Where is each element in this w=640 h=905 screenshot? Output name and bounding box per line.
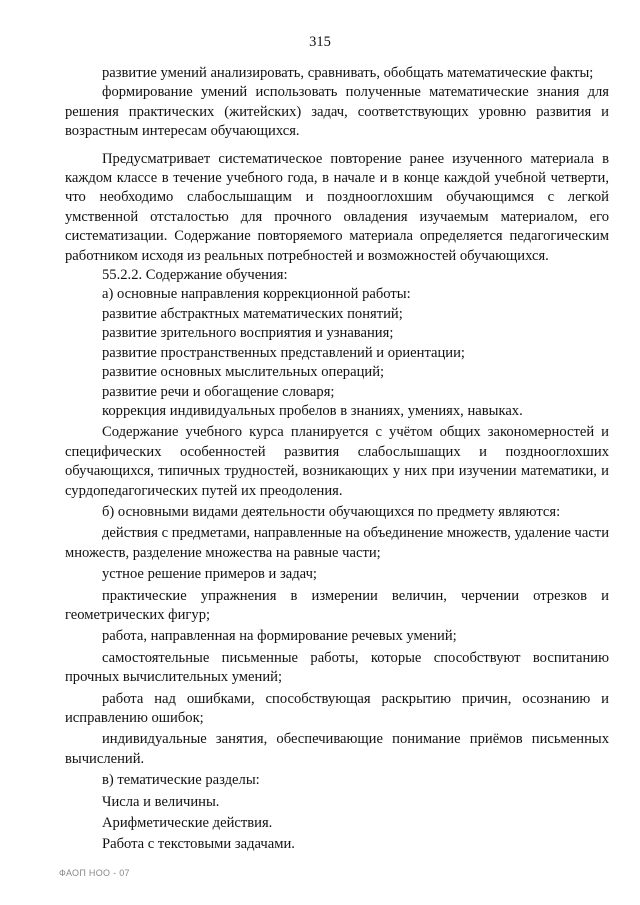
list-item: развитие пространственных представлений и ориентации; bbox=[102, 344, 465, 361]
list-heading: б) основными видами деятельности обучающихся по предмету являются: bbox=[102, 503, 561, 520]
list-item: Работа с текстовыми задачами. bbox=[102, 836, 295, 853]
page-number: 315 bbox=[309, 34, 331, 50]
list-heading: в) тематические разделы: bbox=[102, 772, 260, 789]
list-item: развитие речи и обогащение словаря; bbox=[102, 383, 335, 400]
list-item: работа, направленная на формирование речевых умений; bbox=[102, 628, 457, 645]
list-item: развитие абстрактных математических понятий; bbox=[102, 305, 403, 322]
list-item: действия с предметами, направленные на объединение множеств, удаление части множеств, разделение множества на равные части; bbox=[65, 525, 609, 561]
list-item: работа над ошибками, способствующая раскрытию причин, осознанию и исправлению ошибок; bbox=[65, 690, 609, 726]
list-item: Числа и величины. bbox=[102, 793, 220, 810]
body-text bbox=[65, 64, 609, 855]
section-heading: 55.2.2. Содержание обучения: bbox=[102, 267, 288, 284]
list-item: практические упражнения в измерении величин, черчении отрезков и геометрических фигур; bbox=[65, 587, 609, 623]
list-item: индивидуальные занятия, обеспечивающие понимание приёмов письменных вычислений. bbox=[65, 731, 609, 767]
footer-mark: ФАОП НОО - 07 bbox=[59, 868, 130, 878]
list-item: развитие зрительного восприятия и узнавания; bbox=[102, 325, 394, 342]
list-item: коррекция индивидуальных пробелов в знаниях, умениях, навыках. bbox=[102, 402, 523, 419]
paragraph: формирование умений использовать полученные математические знания для решения практических (житейских) задач, соответствующих уровню развития и возрастным интересам обучающихся. bbox=[65, 84, 609, 140]
list-item: устное решение примеров и задач; bbox=[102, 566, 317, 583]
list-item: самостоятельные письменные работы, которые способствуют воспитанию прочных вычислительных умений; bbox=[65, 649, 609, 686]
list-item: Арифметические действия. bbox=[102, 815, 273, 832]
paragraph: Содержание учебного курса планируется с учётом общих закономерностей и специфических особенностей развития слабослышащих и позднооглохших обучающихся, типичных трудностей, возникающих у них при изучении математики, и сурдопедагогических путей их преодоления. bbox=[65, 424, 609, 499]
list-heading: а) основные направления коррекционной работы: bbox=[102, 286, 411, 303]
paragraph: развитие умений анализировать, сравнивать, обобщать математические факты; bbox=[102, 65, 594, 81]
list-item: развитие основных мыслительных операций; bbox=[102, 364, 385, 381]
paragraph: Предусматривает систематическое повторение ранее изученного материала в каждом классе в течение учебного года, в начале и в конце каждой учебной четверти, что необходимо слабослышащим и позднооглохшим обучающимся с легкой умственной отсталостью для прочного овладения изучаемым материалом, его систематизации. Содержание повторяемого материала определяется педагогическим работником исходя из реальных потребностей и возможностей обучающихся. bbox=[65, 150, 609, 264]
